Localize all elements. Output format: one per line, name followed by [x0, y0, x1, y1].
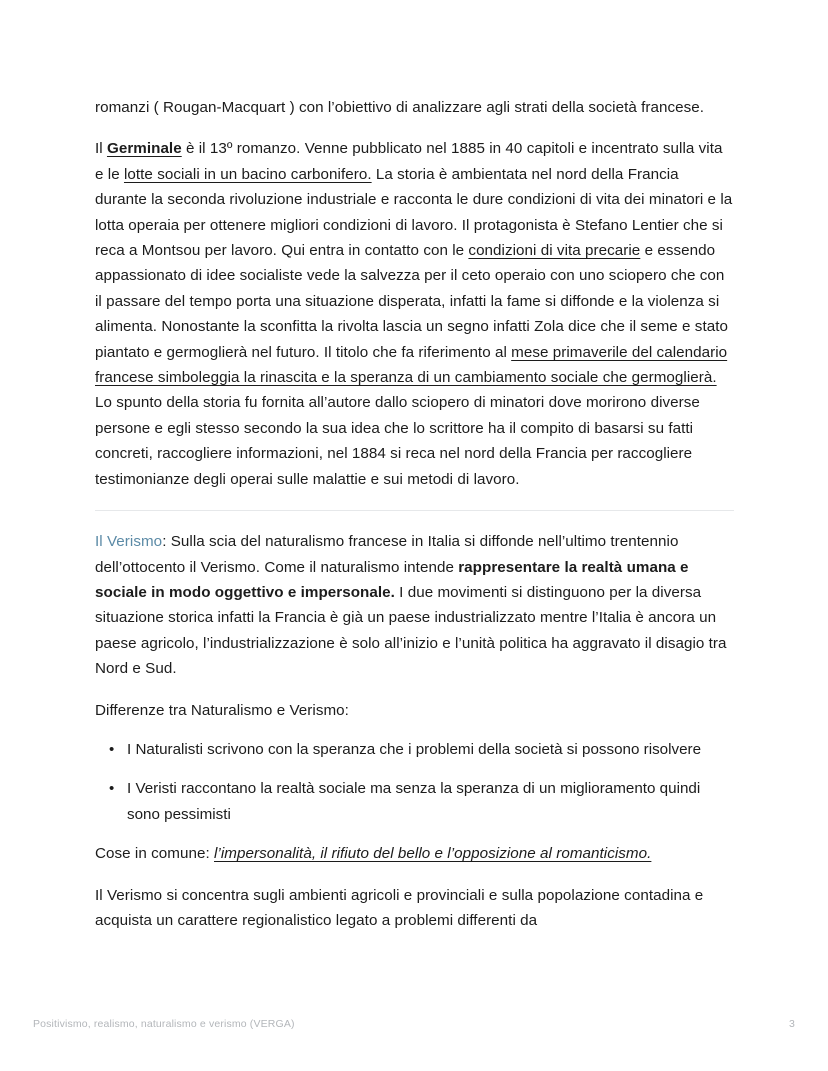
- footer-title: Positivismo, realismo, naturalismo e verismo (VERGA): [33, 1018, 295, 1030]
- paragraph-verismo: [95, 529, 734, 681]
- paragraph-cose-in-comune: [95, 841, 734, 866]
- underline-mese-primaverile: mese primaverile del calendario francese simboleggia la rinascita e la speranza di un cambiamento sociale che germoglierà.: [95, 343, 728, 387]
- differenze-label-text: Differenze tra Naturalismo e Verismo:: [95, 701, 349, 719]
- verismo-text-b: I due movimenti si distinguono per la diversa situazione storica infatti la Francia è già un paese industrializzato mentre l’Italia è ancora un paese agricolo, l’industrializzazione è solo all’inizio e l’unità politica ha aggravato il disagio tra Nord e Sud.: [95, 583, 727, 678]
- germinale-title-emphasis: Germinale: [106, 140, 182, 158]
- verismo-bold-emphasis: rappresentare la realtà umana e sociale in modo oggettivo e impersonale.: [95, 558, 689, 601]
- germinale-text-e: Lo spunto della storia fu fornita all’autore dallo sciopero di minatori dove morirono diverse persone e egli stesso secondo la sua idea che lo scrittore ha il compito di basarsi su fatti concreti, raccogliere informazioni, nel 1884 si reca nel nord della Francia per raccogliere testimonianze degli operai sulle malattie e sui metodi di lavoro.: [95, 394, 700, 488]
- page-footer: [33, 1018, 795, 1030]
- verismo-text-a: : Sulla scia del naturalismo francese in Italia si diffonde nell’ultimo trentennio dell’ottocento il Verismo. Come il naturalismo intende: [95, 533, 679, 576]
- footer-page-number: 3: [789, 1018, 795, 1030]
- list-item: [127, 737, 734, 762]
- list-item-text: I Naturalisti scrivono con la speranza che i problemi della società si possono risolvere: [127, 740, 702, 758]
- verismo-ambienti-text: Il Verismo si concentra sugli ambienti agricoli e provinciali e sulla popolazione contadina e acquista un carattere regionalistico legato a problemi differenti da: [95, 886, 704, 929]
- paragraph-germinale: [95, 136, 734, 492]
- underline-lotte-sociali: lotte sociali in un bacino carbonifero.: [123, 165, 372, 183]
- germinale-text-b: è il 13º romanzo. Venne pubblicato nel 1885 in 40 capitoli e incentrato sulla vita e le: [95, 140, 723, 183]
- differenze-list: [95, 737, 734, 827]
- list-item-text: I Veristi raccontano la realtà sociale ma senza la speranza di un miglioramento quindi sono pessimisti: [127, 780, 701, 823]
- cose-in-comune-label: Cose in comune:: [95, 845, 214, 863]
- section-divider: [95, 510, 734, 511]
- cose-in-comune-emphasis: l’impersonalità, il rifiuto del bello e l’opposizione al romanticismo.: [214, 845, 652, 863]
- germinale-text-d: e essendo appassionato di idee socialiste vede la salvezza per il ceto operaio con uno sciopero che con il passare del tempo porta una situazione disperata, infatti la fame si diffonde e la violenza si alimenta. Nonostante la sconfitta la rivolta lascia un segno infatti Zola dice che il seme e stato piantato e germoglierà nel futuro. Il titolo che fa riferimento al: [95, 242, 728, 361]
- list-item: [127, 776, 734, 827]
- paragraph-romanzi: [95, 95, 734, 120]
- germinale-text-c: La storia è ambientata nel nord della Francia durante la seconda rivoluzione industriale e racconta le dure condizioni di vita dei minatori e la lotta operaia per ottenere migliori condizioni di lavoro. Il protagonista è Stefano Lentier che si reca a Montsou per lavoro. Qui entra in contatto con le: [95, 165, 733, 260]
- verismo-heading-inline: Il Verismo: [95, 533, 163, 551]
- paragraph-differenze-label: [95, 698, 734, 723]
- document-body: [95, 95, 734, 949]
- paragraph-verismo-ambienti: [95, 883, 734, 934]
- germinale-lead-text: Il: [95, 140, 107, 158]
- underline-condizioni-precarie: condizioni di vita precarie: [468, 242, 641, 260]
- paragraph-romanzi-text: romanzi ( Rougan-Macquart ) con l’obiettivo di analizzare agli strati della società francese.: [95, 99, 705, 116]
